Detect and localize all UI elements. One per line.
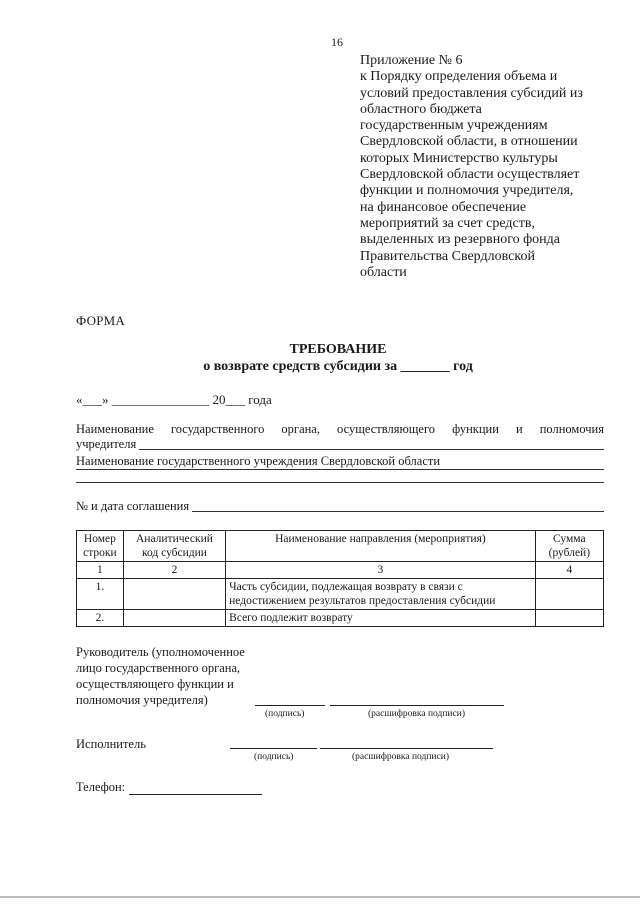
appendix-line: Свердловской области осуществляет — [360, 167, 580, 183]
executor-decoding-line — [320, 748, 493, 749]
head-decoding-caption: (расшифровка подписи) — [368, 709, 465, 719]
appendix-header — [360, 53, 610, 281]
date-line: «___» _______________ 20___ года — [76, 392, 272, 407]
appendix-line: функции и полномочия учредителя, — [360, 183, 574, 199]
table-header-row — [77, 531, 604, 562]
agreement-field — [192, 499, 604, 512]
head-signature-line — [255, 705, 325, 706]
row-code — [123, 610, 225, 627]
org-name-label: Наименование государственного органа, осуществляющего функции и полномочия — [76, 422, 604, 436]
row-sum — [535, 579, 603, 610]
row-code — [123, 579, 225, 610]
form-label: ФОРМА — [76, 313, 125, 328]
appendix-line: к Порядку определения объема и — [360, 69, 558, 85]
executor-decoding-caption: (расшифровка подписи) — [352, 752, 449, 762]
appendix-line: выделенных из резервного фонда — [360, 232, 560, 248]
header-direction-name: Наименование направления (мероприятия) — [226, 531, 535, 562]
appendix-line: на финансовое обеспечение — [360, 199, 527, 215]
index-cell: 3 — [226, 562, 535, 579]
document-title: ТРЕБОВАНИЕ — [289, 342, 387, 357]
phone-line — [76, 780, 262, 795]
founder-label: учредителя — [76, 437, 137, 451]
head-signature-caption: (подпись) — [265, 709, 305, 719]
scan-edge-line — [0, 896, 640, 898]
executor-signature-line — [230, 748, 317, 749]
appendix-line: областного бюджета — [360, 101, 482, 117]
appendix-line: Приложение № 6 — [360, 53, 463, 68]
row-number: 2. — [77, 610, 124, 627]
phone-field — [129, 782, 262, 795]
head-decoding-line — [330, 705, 504, 706]
gov-institution-field — [76, 482, 604, 483]
appendix-line: которых Министерство культуры — [360, 150, 558, 166]
appendix-line: мероприятий за счет средств, — [360, 215, 535, 231]
row-number: 1. — [77, 579, 124, 610]
appendix-line: условий предоставления субсидий из — [360, 85, 583, 101]
founder-line — [76, 437, 604, 452]
header-analytic-code: Аналитический код субсидии — [123, 531, 225, 562]
phone-label: Телефон: — [76, 780, 126, 794]
executor-signature-caption: (подпись) — [254, 752, 294, 762]
appendix-line: области — [360, 264, 407, 280]
index-cell: 1 — [77, 562, 124, 579]
agreement-line — [76, 499, 604, 514]
appendix-line: государственным учреждениям — [360, 118, 548, 134]
row-name: Всего подлежит возврату — [226, 610, 535, 627]
header-sum: Сумма (рублей) — [535, 531, 603, 562]
founder-field — [139, 437, 604, 450]
row-sum — [535, 610, 603, 627]
refund-table — [76, 530, 604, 627]
table-row — [77, 610, 604, 627]
appendix-line: Свердловской области, в отношении — [360, 134, 578, 150]
appendix-line: Правительства Свердловской — [360, 248, 535, 264]
executor-label: Исполнитель — [76, 737, 146, 751]
document-subtitle: о возврате средств субсидии за _______ год — [203, 359, 473, 374]
page-number: 16 — [331, 35, 343, 49]
row-name: Часть субсидии, подлежащая возврату в связи с недостижением результатов предоставления субсидии — [226, 579, 535, 610]
index-cell: 2 — [123, 562, 225, 579]
table-index-row — [77, 562, 604, 579]
head-signatory-label: Руководитель (уполномоченное лицо государственного органа, осуществляющего функции и полномочия учредителя) — [76, 645, 245, 707]
agreement-label: № и дата соглашения — [76, 499, 190, 513]
gov-institution-label: Наименование государственного учреждения Свердловской области — [76, 454, 604, 470]
index-cell: 4 — [535, 562, 603, 579]
table-row — [77, 579, 604, 610]
header-row-number: Номер строки — [77, 531, 124, 562]
